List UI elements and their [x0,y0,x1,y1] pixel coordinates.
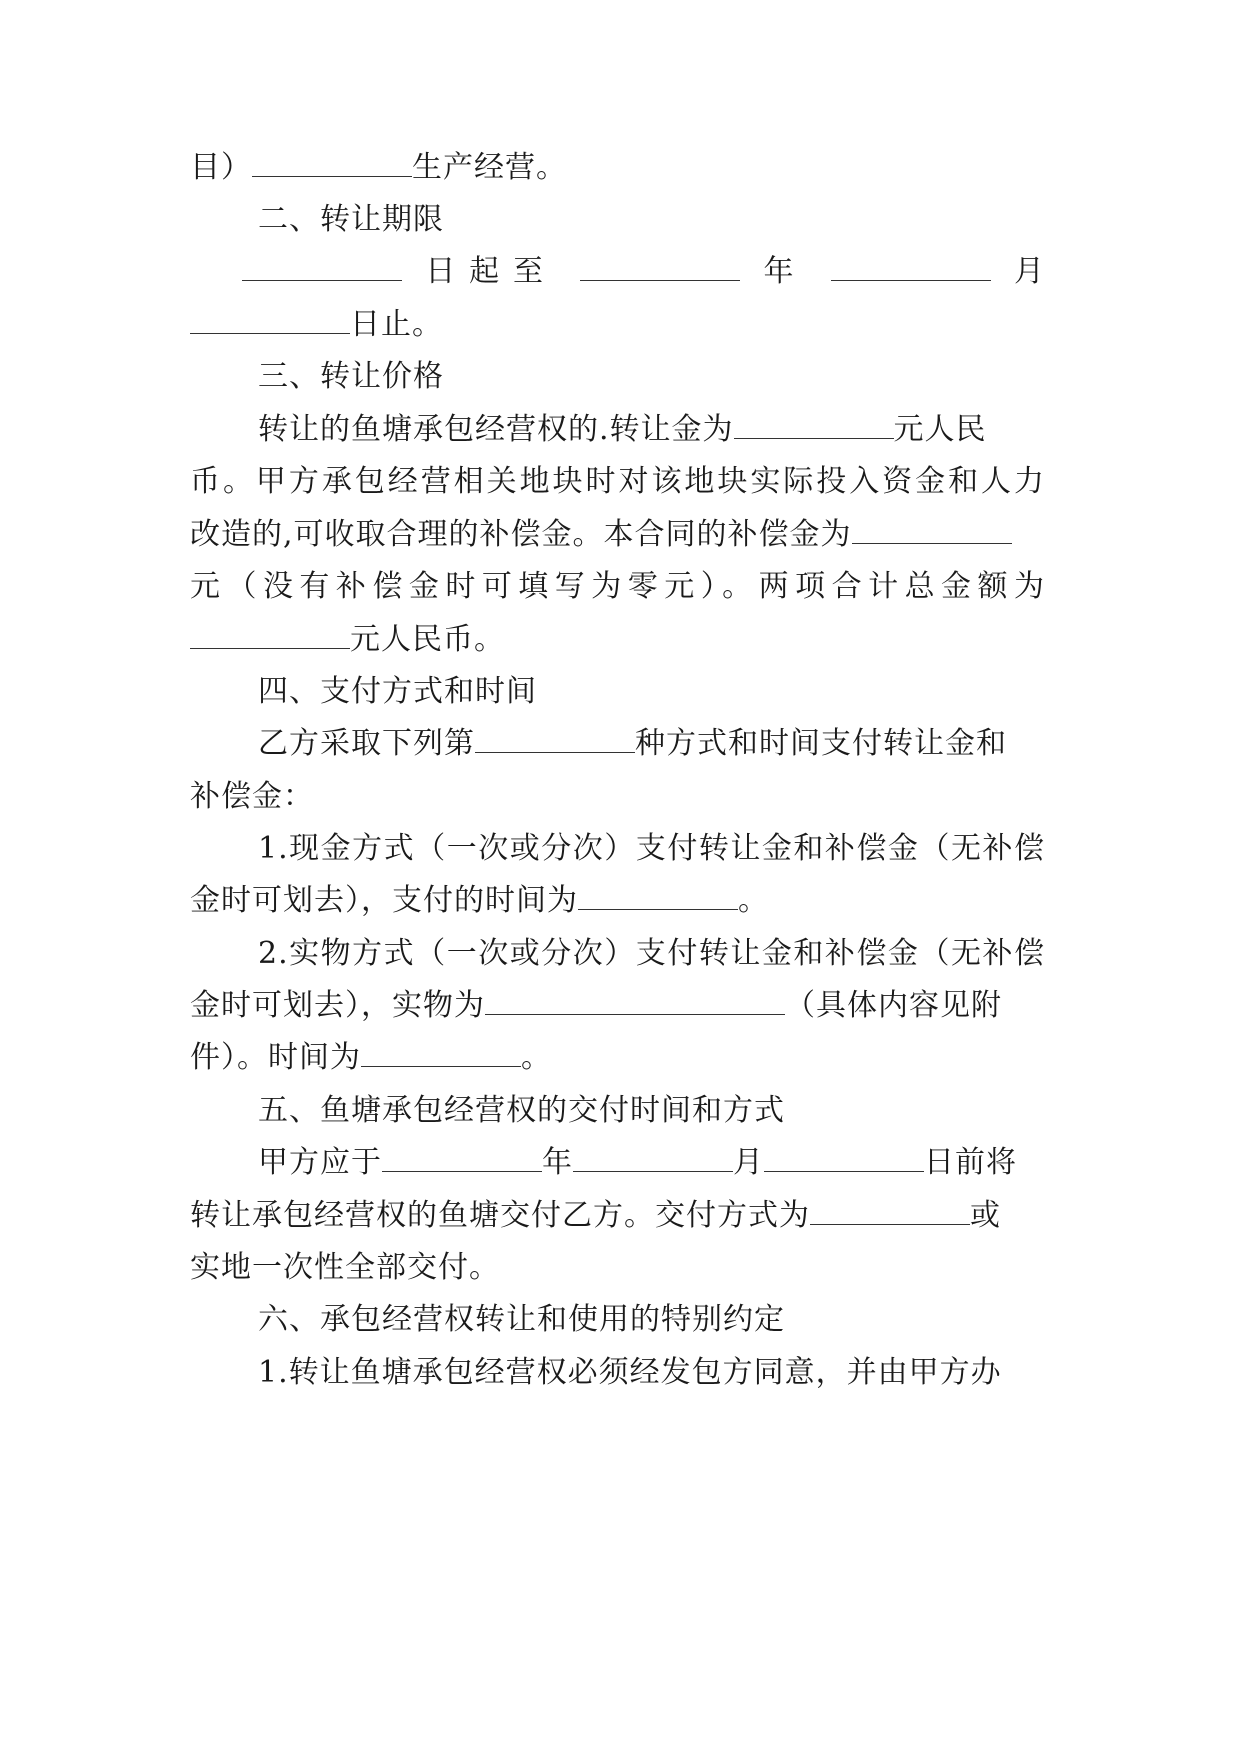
text-line [190,515,1045,555]
text-line: 实地一次性全部交付。 [190,1250,500,1285]
text-line [190,1196,1045,1236]
text-fragment: 改造的,可收取合理的补偿金。本合同的补偿金为 [190,517,852,552]
fill-blank[interactable] [810,1198,970,1225]
text-line: 元（没有补偿金时可填写为零元）。两项合计总金额为 [190,569,1045,604]
section-heading: 三、转让价格 [258,359,444,394]
fill-blank[interactable] [190,307,350,334]
text-fragment: 种方式和时间支付转让金和 [635,726,1007,761]
text-line [190,986,1045,1026]
text-line [190,620,1045,660]
fill-blank[interactable] [242,254,402,281]
fill-blank[interactable] [573,1145,733,1172]
text-line [242,252,1045,292]
text-fragment: 元人民币。 [350,622,505,657]
text-fragment: 。 [738,883,769,918]
section-heading: 四、支付方式和时间 [258,674,537,709]
fill-blank[interactable] [475,726,635,753]
section-heading: 二、转让期限 [258,202,444,237]
text-fragment: 。 [521,1040,552,1075]
fill-blank[interactable] [578,883,738,910]
text-fragment: 目） [190,150,252,185]
text-line [190,881,1045,921]
text-line [190,148,1045,188]
fill-blank[interactable] [382,1145,542,1172]
text-fragment: 日止。 [350,307,443,342]
text-line [258,1143,1045,1183]
text-fragment: （具体内容见附 [785,988,1002,1023]
text-line [190,305,1045,345]
text-fragment: 甲方应于 [258,1145,382,1180]
fill-blank[interactable] [852,517,1012,544]
text-fragment: 月 [1013,254,1045,289]
fill-blank[interactable] [485,988,785,1015]
text-fragment: 件）。时间为 [190,1040,361,1075]
text-line [258,724,1045,764]
text-fragment: 日前将 [924,1145,1017,1180]
text-fragment: 乙方采取下列第 [258,726,475,761]
text-fragment: 或 [970,1198,1001,1233]
text-fragment: 月 [733,1145,764,1180]
text-line: 1.转让鱼塘承包经营权必须经发包方同意，并由甲方办 [258,1355,1002,1390]
text-fragment: 年 [763,254,808,289]
fill-blank[interactable] [580,254,740,281]
text-line [190,1038,1045,1078]
text-fragment: 金时可划去），支付的时间为 [190,883,578,918]
text-line: 补偿金： [190,779,314,814]
fill-blank[interactable] [252,150,412,177]
text-fragment: 年 [542,1145,573,1180]
text-fragment: 转让承包经营权的鱼塘交付乙方。交付方式为 [190,1198,810,1233]
text-fragment: 金时可划去），实物为 [190,988,485,1023]
fill-blank[interactable] [734,412,894,439]
text-line: 1.现金方式（一次或分次）支付转让金和补偿金（无补偿 [258,831,1045,866]
section-heading: 六、承包经营权转让和使用的特别约定 [258,1302,785,1337]
text-fragment: 生产经营。 [412,150,567,185]
section-heading: 五、鱼塘承包经营权的交付时间和方式 [258,1093,785,1128]
text-line [258,410,1045,450]
text-line: 币。甲方承包经营相关地块时对该地块实际投入资金和人力 [190,464,1045,499]
text-fragment: 日起至 [425,254,557,289]
fill-blank[interactable] [764,1145,924,1172]
fill-blank[interactable] [361,1040,521,1067]
text-fragment: 转让的鱼塘承包经营权的.转让金为 [258,412,734,447]
fill-blank[interactable] [190,622,350,649]
fill-blank[interactable] [831,254,991,281]
text-fragment: 元人民 [893,412,987,447]
text-line: 2.实物方式（一次或分次）支付转让金和补偿金（无补偿 [258,936,1045,971]
